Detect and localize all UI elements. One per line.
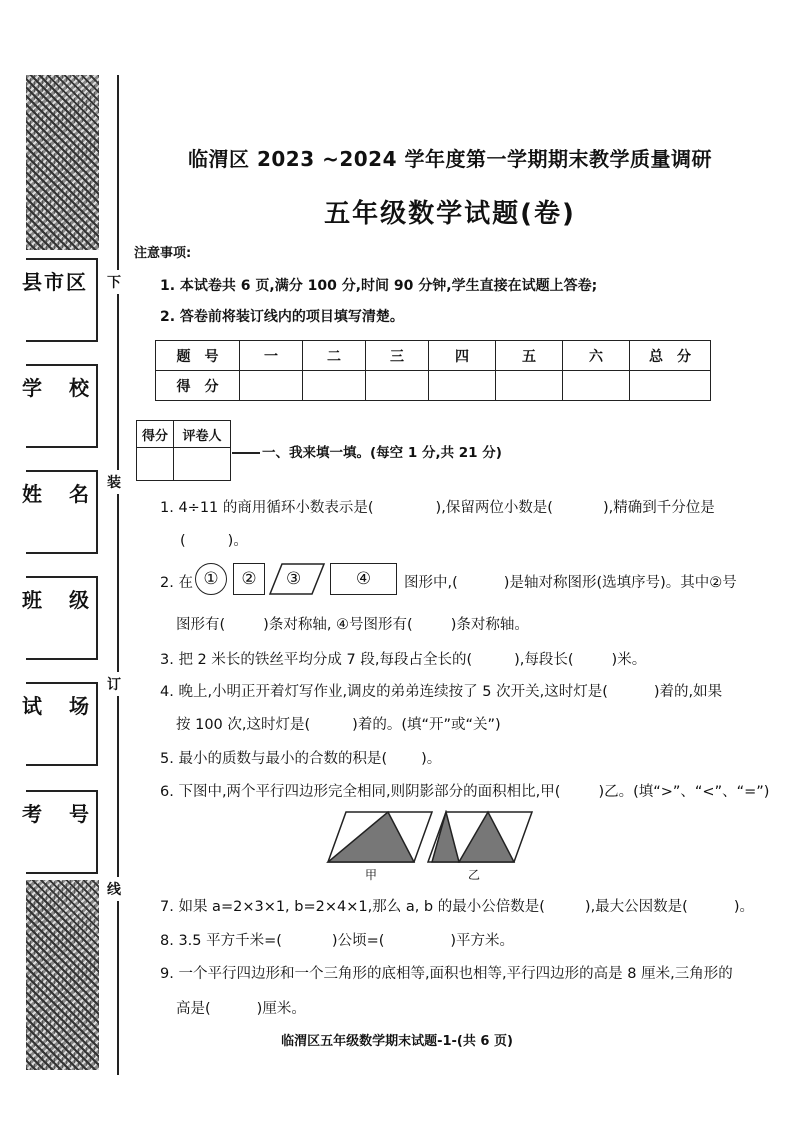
question-3: 3. 把 2 米长的铁丝平均分成 7 段,每段占全长的( ),每段长( )米。 xyxy=(160,652,647,668)
binding-char-ding: 订 xyxy=(107,672,121,696)
field-box-school[interactable] xyxy=(26,364,98,448)
figure-label-yi: 乙 xyxy=(468,868,481,882)
question-9-line2: 高是( )厘米。 xyxy=(176,1001,306,1017)
field-label-class: 班 级 xyxy=(22,588,99,612)
shape-rectangle: ④ xyxy=(330,563,397,595)
question-4-line1: 4. 晚上,小明正开着灯写作业,调皮的弟弟连续按了 5 次开关,这时灯是( )着的,如果 xyxy=(160,684,723,700)
question-1-line1: 1. 4÷11 的商用循环小数表示是( ),保留两位小数是( ),精确到千分位是 xyxy=(160,500,715,516)
shape-parallelogram-label: ③ xyxy=(286,569,302,589)
shape-square: ② xyxy=(233,563,265,595)
score-cell[interactable] xyxy=(429,371,496,401)
binding-char-xia: 下 xyxy=(107,270,121,294)
question-1-line2: ( )。 xyxy=(180,533,248,549)
question-2-prefix: 2. 在 xyxy=(160,575,193,591)
grader-score-cell[interactable] xyxy=(137,448,174,481)
section1-title: 一、我来填一填。(每空 1 分,共 21 分) xyxy=(262,445,502,461)
notice-item-2: 2. 答卷前将装订线内的项目填写清楚。 xyxy=(160,309,404,325)
notice-item-1: 1. 本试卷共 6 页,满分 100 分,时间 90 分钟,学生直接在试题上答卷; xyxy=(160,278,598,294)
field-label-district: 县市区 xyxy=(22,270,88,294)
score-header-cell: 总 分 xyxy=(630,341,711,371)
shape-circle: ① xyxy=(195,563,227,595)
grader-connector xyxy=(232,452,260,454)
question-6: 6. 下图中,两个平行四边形完全相同,则阴影部分的面积相比,甲( )乙。(填“>”、“<”、“=”) xyxy=(160,784,770,800)
score-row-label: 得 分 xyxy=(156,371,240,401)
question-8: 8. 3.5 平方千米=( )公顷=( )平方米。 xyxy=(160,933,515,949)
binding-char-xian: 线 xyxy=(107,877,121,901)
score-cell[interactable] xyxy=(240,371,303,401)
question-2-line2: 图形有( )条对称轴, ④号图形有( )条对称轴。 xyxy=(176,617,529,633)
exam-title: 临渭区 2023 ~2024 学年度第一学期期末教学质量调研 xyxy=(188,147,712,171)
field-box-room[interactable] xyxy=(26,682,98,766)
score-cell[interactable] xyxy=(366,371,429,401)
binding-char-zhuang: 装 xyxy=(107,470,121,494)
score-cell[interactable] xyxy=(496,371,563,401)
figure-label-jia: 甲 xyxy=(365,868,378,882)
field-box-number[interactable] xyxy=(26,790,98,874)
question-2-line1: 图形中,( )是轴对称图形(选填序号)。其中②号 xyxy=(404,575,737,591)
score-header-cell: 五 xyxy=(496,341,563,371)
field-label-school: 学 校 xyxy=(22,376,99,400)
field-label-room: 试 场 xyxy=(22,694,99,718)
score-header-cell: 四 xyxy=(429,341,496,371)
score-header-cell: 题 号 xyxy=(156,341,240,371)
grader-header-score: 得分 xyxy=(137,421,174,448)
question-4-line2: 按 100 次,这时灯是( )着的。(填“开”或“关”) xyxy=(176,717,501,733)
score-cell[interactable] xyxy=(303,371,366,401)
grader-box xyxy=(136,420,231,481)
score-cell[interactable] xyxy=(630,371,711,401)
score-header-cell: 三 xyxy=(366,341,429,371)
field-box-name[interactable] xyxy=(26,470,98,554)
score-header-cell: 一 xyxy=(240,341,303,371)
shaded-triangle-yi-right xyxy=(459,812,514,862)
field-label-number: 考 号 xyxy=(22,802,99,826)
shaded-triangle-yi-left xyxy=(432,812,459,862)
parallelogram-figures xyxy=(326,810,536,866)
grader-header-grader: 评卷人 xyxy=(174,421,231,448)
question-5: 5. 最小的质数与最小的合数的积是( )。 xyxy=(160,751,442,767)
question-9-line1: 9. 一个平行四边形和一个三角形的底相等,面积也相等,平行四边形的高是 8 厘米,三角形的 xyxy=(160,966,733,982)
grader-name-cell[interactable] xyxy=(174,448,231,481)
question-7: 7. 如果 a=2×3×1, b=2×4×1,那么 a, b 的最小公倍数是( ),最大公因数是( )。 xyxy=(160,899,755,915)
score-table xyxy=(155,340,711,401)
score-table-score-row xyxy=(156,371,711,401)
score-header-cell: 六 xyxy=(563,341,630,371)
shaded-triangle-jia xyxy=(328,812,414,862)
field-box-class[interactable] xyxy=(26,576,98,660)
binding-pattern-top xyxy=(26,75,99,250)
field-label-name: 姓 名 xyxy=(22,482,99,506)
binding-line xyxy=(117,75,119,1075)
score-cell[interactable] xyxy=(563,371,630,401)
score-header-cell: 二 xyxy=(303,341,366,371)
exam-subtitle: 五年级数学试题(卷) xyxy=(324,199,576,229)
field-box-district[interactable] xyxy=(26,258,98,342)
score-table-header-row xyxy=(156,341,711,371)
page-footer: 临渭区五年级数学期末试题-1-(共 6 页) xyxy=(281,1034,513,1049)
notice-heading: 注意事项: xyxy=(134,246,192,261)
